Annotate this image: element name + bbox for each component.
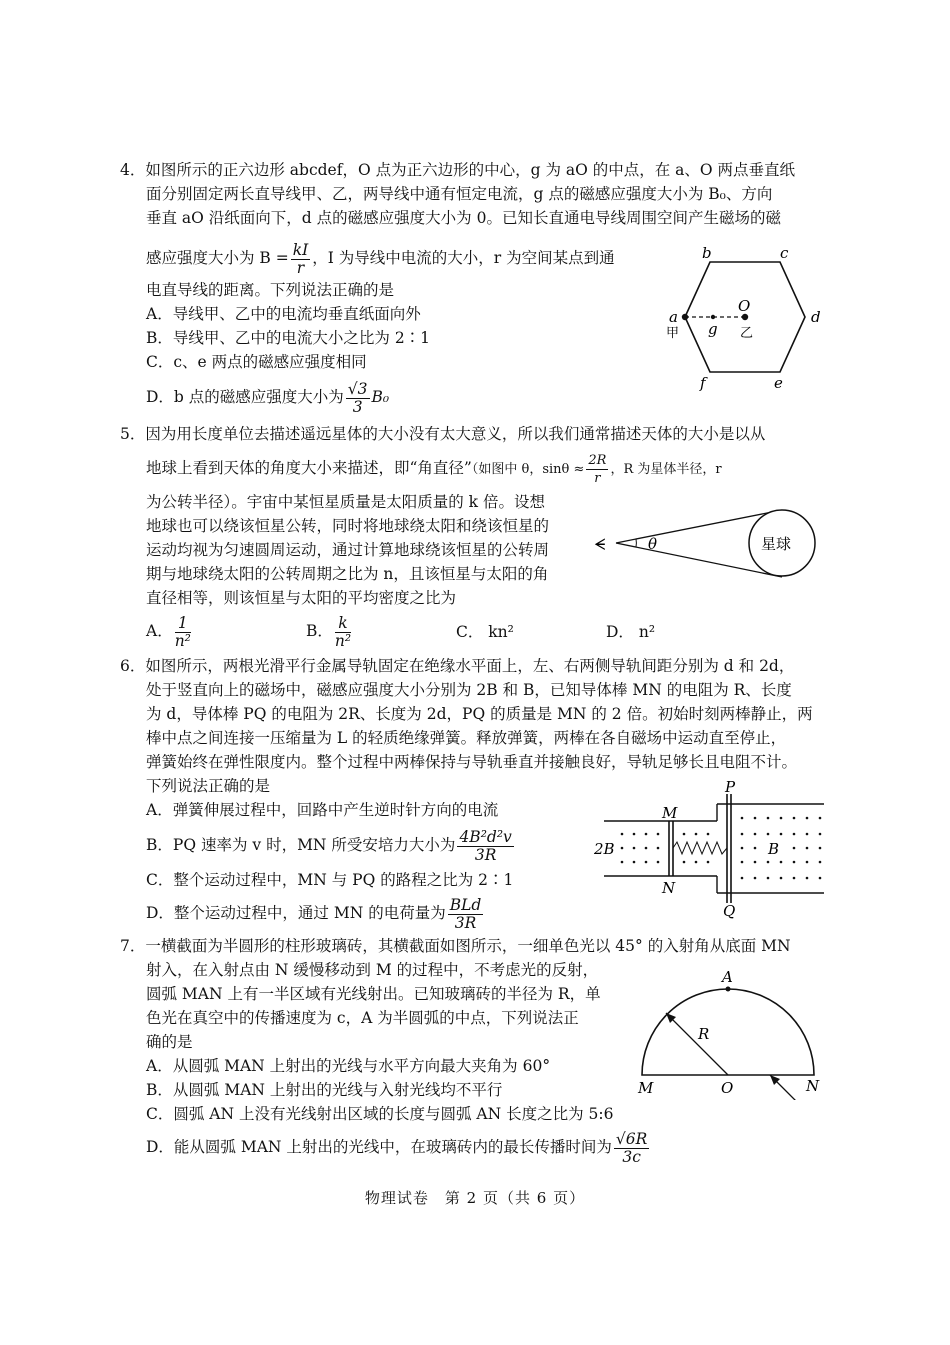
- q5-option-c: C． kn²: [456, 623, 514, 641]
- eye-icon: ᗕ: [594, 535, 606, 554]
- q5-option-b-num: k: [335, 615, 351, 633]
- label-jia: 甲: [666, 326, 680, 341]
- label-star: 星球: [761, 535, 792, 553]
- q4-line-4-post: ，I 为导线中电流的大小，r 为空间某点到通: [312, 249, 615, 267]
- q5-line-2-pre: 地球上看到天体的角度大小来描述，即“角直径”: [146, 459, 472, 477]
- rail-diagram: [592, 778, 832, 923]
- q5-option-a-frac: [175, 615, 191, 650]
- q7-line-4: 色光在真空中的传播速度为 c，A 为半圆弧的中点，下列说法正: [146, 1009, 579, 1027]
- q6-option-b-den: 3R: [474, 845, 497, 864]
- q5-line-4: 地球也可以绕该恒星公转，同时将地球绕太阳和绕该恒星的: [146, 517, 550, 535]
- label-d: d: [811, 308, 821, 326]
- q6-line-1: 6．如图所示，两根光滑平行金属导轨固定在绝缘水平面上，左、右两侧导轨间距分别为 d 和 2d，: [120, 657, 795, 675]
- q6-line-2: 处于竖直向上的磁场中，磁感应强度大小分别为 2B 和 B，已知导体棒 MN 的电阻为 R、长度: [146, 681, 792, 699]
- q5-sin-num: 2R: [588, 452, 607, 468]
- label-g: g: [708, 320, 718, 338]
- q4-option-a: A．导线甲、乙中的电流均垂直纸面向外: [146, 305, 421, 323]
- label-Q: Q: [723, 902, 736, 920]
- q5-option-d: D． n²: [606, 623, 656, 641]
- q4-formula: [291, 242, 311, 277]
- label-R: R: [698, 1025, 710, 1043]
- q6-option-d-den: 3R: [454, 913, 477, 932]
- label-N: N: [806, 1077, 820, 1095]
- q4-option-b: B．导线甲、乙中的电流大小之比为 2∶1: [146, 329, 431, 347]
- q4-formula-den: r: [296, 258, 305, 277]
- q5-option-b-label: B．: [306, 622, 333, 640]
- label-yi: 乙: [740, 326, 754, 341]
- q5-line-3: 为公转半径）。宇宙中某恒星质量是太阳质量的 k 倍。设想: [146, 493, 545, 511]
- q4-formula-num: kI: [292, 240, 309, 259]
- label-M: M: [662, 804, 678, 822]
- q5-option-a-label: A．: [146, 622, 173, 640]
- q5-sin-den: r: [594, 470, 601, 486]
- q7-option-d-den: 3c: [622, 1147, 641, 1166]
- q6-line-3: 为 d，导体棒 PQ 的电阻为 2R、长度为 2d，PQ 的质量是 MN 的 2 倍。初始时刻两棒静止，两: [146, 705, 813, 723]
- field-dots-left: [621, 833, 710, 864]
- label-A: A: [722, 968, 733, 986]
- q4-line-1: 4．如图所示的正六边形 abcdef，O 点为正六边形的中心，g 为 aO 的中点，在 a、O 两点垂直纸: [120, 161, 796, 179]
- q4-option-d-den: 3: [352, 397, 363, 416]
- q4-option-c: C．c、e 两点的磁感应强度相同: [146, 353, 367, 371]
- point-a: [682, 314, 688, 320]
- q7-option-d-num: √6R: [615, 1129, 648, 1148]
- spring: [673, 842, 727, 854]
- q5-option-b-den: n²: [334, 631, 352, 650]
- q6-option-d-num: BLd: [449, 895, 482, 914]
- q6-option-d: [146, 894, 485, 932]
- q5-line-2-small: （如图中 θ，sinθ ≈: [471, 462, 585, 477]
- q7-option-d-frac: [614, 1131, 649, 1166]
- point-A: [726, 987, 731, 992]
- q6-line-4: 棒中点之间连接一压缩量为 L 的轻质绝缘弹簧。释放弹簧，两棒在各自磁场中运动直至停止，: [146, 729, 787, 747]
- q6-option-b: [146, 826, 516, 864]
- q6-option-c: C．整个运动过程中，MN 与 PQ 的路程之比为 2∶1: [146, 871, 514, 889]
- hexagon-diagram: [660, 240, 840, 400]
- label-e: e: [774, 374, 783, 392]
- q5-option-a-num: 1: [175, 615, 191, 633]
- label-a: a: [669, 308, 678, 326]
- label-2B: 2B: [594, 840, 615, 858]
- q7-line-3: 圆弧 MAN 上有一半区域有光线射出。已知玻璃砖的半径为 R，单: [146, 985, 601, 1003]
- label-B: B: [768, 840, 780, 858]
- q5-sin-frac: [586, 452, 608, 487]
- field-dots-right: [741, 817, 822, 880]
- q7-line-5: 确的是: [146, 1033, 193, 1051]
- q6-line-6: 下列说法正确的是: [146, 777, 271, 795]
- q5-line-5: 运动均视为匀速圆周运动，通过计算地球绕该恒星的公转周: [146, 541, 550, 559]
- label-O: O: [738, 297, 751, 315]
- label-f: f: [700, 374, 706, 392]
- q6-option-d-pre: D．整个运动过程中，通过 MN 的电荷量为: [146, 904, 446, 922]
- label-N: N: [662, 879, 676, 897]
- q7-line-2: 射入，在入射点由 N 缓慢移动到 M 的过程中，不考虑光的反射，: [146, 961, 599, 979]
- q6-line-5: 弹簧始终在弹性限度内。整个过程中两棒保持与导轨垂直并接触良好，导轨足够长且电阻不计。: [146, 753, 798, 771]
- q5-line-7: 直径相等，则该恒星与太阳的平均密度之比为: [146, 589, 457, 607]
- q5-line-2-small-post: ，R 为星体半径，r: [610, 462, 722, 477]
- q5-line-1: 5．因为用长度单位去描述遥远星体的大小没有太大意义，所以我们通常描述天体的大小是以从: [120, 425, 766, 443]
- semicircle-outline: [642, 989, 814, 1075]
- q4-option-d-post: B₀: [371, 388, 390, 406]
- radius-line: [666, 1013, 728, 1075]
- q6-option-b-frac: [457, 829, 513, 864]
- q6-option-b-pre: B．PQ 速率为 v 时，MN 所受安培力大小为: [146, 836, 456, 854]
- q7-option-d-pre: D．能从圆弧 MAN 上射出的光线中，在玻璃砖内的最长传播时间为: [146, 1138, 612, 1156]
- q6-option-d-frac: [448, 897, 484, 932]
- label-theta: θ: [648, 535, 658, 553]
- q4-line-5: 电直导线的距离。下列说法正确的是: [146, 281, 395, 299]
- q4-line-4: [146, 240, 615, 277]
- q5-option-a: [146, 612, 193, 650]
- point-g: [711, 315, 715, 319]
- q5-option-a-den: n²: [174, 631, 191, 650]
- q7-option-b: B．从圆弧 MAN 上射出的光线与入射光线均不平行: [146, 1081, 503, 1099]
- label-O: O: [721, 1079, 734, 1097]
- label-P: P: [725, 778, 736, 796]
- q4-line-2: 面分别固定两长直导线甲、乙，两导线中通有恒定电流，g 点的磁感应强度大小为 B₀、方向: [146, 185, 773, 203]
- label-M: M: [638, 1079, 654, 1097]
- q5-option-b-frac: [335, 615, 351, 650]
- q4-option-d: [146, 378, 389, 416]
- page-footer: 物理试卷 第 2 页（共 6 页）: [364, 1189, 586, 1207]
- angular-diameter-diagram: [590, 500, 830, 590]
- label-c: c: [780, 244, 789, 262]
- q4-option-d-pre: D．b 点的磁感应强度大小为: [146, 388, 344, 406]
- q5-line-2: [146, 450, 722, 488]
- q7-option-a: A．从圆弧 MAN 上射出的光线与水平方向最大夹角为 60°: [146, 1057, 551, 1075]
- q4-option-d-frac: [346, 381, 370, 416]
- q4-option-d-num: √3: [347, 379, 368, 398]
- q4-line-3: 垂直 aO 沿纸面向下，d 点的磁感应强度大小为 0。已知长直通电导线周围空间产生磁场的磁: [146, 209, 781, 227]
- q5-line-6: 期与地球绕太阳的公转周期之比为 n，且该恒星与太阳的角: [146, 565, 549, 583]
- label-b: b: [702, 244, 712, 262]
- semicircle-diagram: [630, 965, 830, 1100]
- q5-option-b: [306, 612, 353, 650]
- q6-option-a: A．弹簧伸展过程中，回路中产生逆时针方向的电流: [146, 801, 499, 819]
- q4-line-4-pre: 感应强度大小为 B =: [146, 249, 289, 267]
- q7-option-c: C．圆弧 AN 上没有光线射出区域的长度与圆弧 AN 长度之比为 5:6: [146, 1105, 614, 1123]
- q7-line-1: 7．一横截面为半圆形的柱形玻璃砖，其横截面如图所示，一细单色光以 45° 的入射角从底面 MN: [120, 937, 791, 955]
- q6-option-b-num: 4B²d²v: [459, 827, 512, 846]
- q7-option-d: [146, 1128, 651, 1166]
